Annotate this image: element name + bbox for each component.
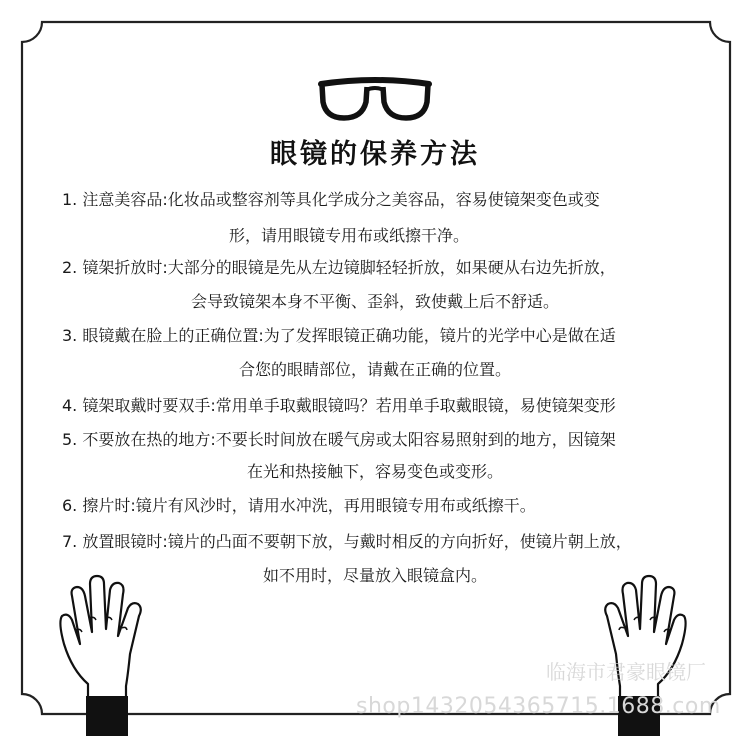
raised-hand-left — [50, 574, 150, 736]
care-item-7: 7. 放置眼镜时:镜片的凸面不要朝下放，与戴时相反的方向折好，使镜片朝上放， — [62, 532, 632, 551]
care-item-3-continued: 合您的眼睛部位，请戴在正确的位置。 — [238, 360, 511, 379]
care-item-4: 4. 镜架取戴时要双手:常用单手取戴眼镜吗？若用单手取戴眼镜，易使镜架变形 — [62, 396, 616, 415]
watermark-shop-name: 临海市君豪眼镜厂 — [546, 660, 706, 684]
watermark-shop-url: shop1432054365715.1688.com — [356, 694, 721, 719]
care-item-2: 2. 镜架折放时:大部分的眼镜是先从左边镜脚轻轻折放，如果硬从右边先折放， — [62, 258, 616, 277]
care-item-6: 6. 擦片时:镜片有风沙时，请用水冲洗，再用眼镜专用布或纸擦干。 — [62, 496, 536, 515]
glasses-icon — [316, 74, 434, 124]
care-item-3: 3. 眼镜戴在脸上的正确位置:为了发挥眼镜正确功能，镜片的光学中心是做在适 — [62, 326, 616, 345]
page-title: 眼镜的保养方法 — [270, 139, 480, 170]
care-item-1-continued: 形，请用眼镜专用布或纸擦干净。 — [228, 226, 469, 245]
care-item-5-continued: 在光和热接触下，容易变色或变形。 — [246, 462, 503, 481]
care-item-2-continued: 会导致镜架本身不平衡、歪斜，致使戴上后不舒适。 — [190, 292, 559, 311]
care-item-1: 1. 注意美容品:化妆品或整容剂等具化学成分之美容品，容易使镜架变色或变 — [62, 190, 600, 209]
care-item-7-continued: 如不用时，尽量放入眼镜盒内。 — [262, 566, 487, 585]
care-item-5: 5. 不要放在热的地方:不要长时间放在暖气房或太阳容易照射到的地方，因镜架 — [62, 430, 616, 449]
